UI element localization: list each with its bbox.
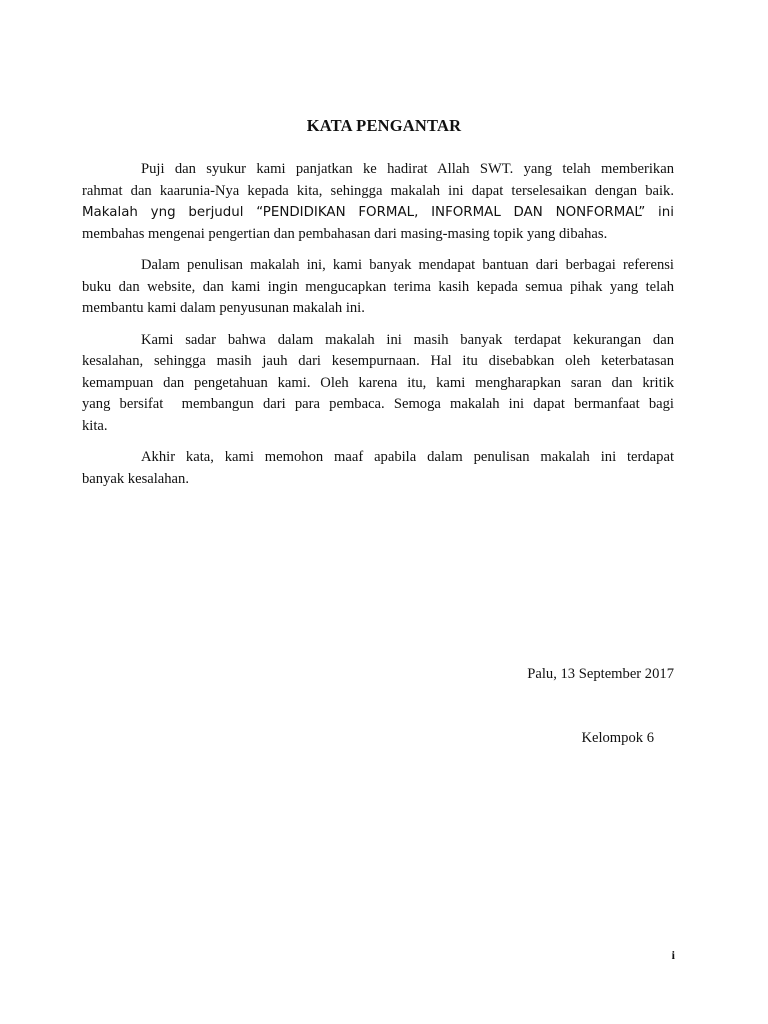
page-number: i: [671, 948, 675, 962]
paragraph-line: Dalam penulisan makalah ini, kami banyak mendapat bantuan dari berbagai referensi: [141, 257, 674, 273]
paragraph-line: Akhir kata, kami memohon maaf apabila dalam penulisan makalah ini terdapat: [141, 449, 674, 465]
paragraph-line: banyak kesalahan.: [82, 470, 189, 487]
paragraph-1: [82, 159, 674, 245]
paragraph-4: [82, 447, 674, 490]
paragraph-line: membantu kami dalam penyusunan makalah ini.: [82, 300, 365, 316]
paragraph-line: Kami sadar bahwa dalam makalah ini masih banyak terdapat kekurangan dan: [141, 331, 674, 348]
paragraph-line: rahmat dan kaarunia-Nya kepada kita, sehingga makalah ini dapat terselesaikan dengan baik.: [82, 182, 674, 199]
paragraph-line: membahas mengenai pengertian dan pembahasan dari masing-masing topik yang dibahas.: [82, 225, 608, 242]
paragraph-line: buku dan website, dan kami ingin mengucapkan terima kasih kepada semua pihak yang telah: [82, 278, 674, 295]
paragraph-line: kita.: [82, 417, 108, 434]
page-title: KATA PENGANTAR: [306, 116, 462, 135]
paragraph-line: kemampuan dan pengetahuan kami. Oleh karena itu, kami mengharapkan saran dan kritik: [82, 374, 674, 391]
paragraph-2: [82, 255, 674, 320]
body-text: [82, 159, 674, 500]
paragraph-3: [82, 330, 674, 438]
paragraph-line: Puji dan syukur kami panjatkan ke hadirat Allah SWT. yang telah memberikan: [141, 161, 674, 177]
paragraph-line: yang bersifat membangun dari para pembaca. Semoga makalah ini dapat bermanfaat bagi: [82, 396, 674, 412]
paragraph-line: kesalahan, sehingga masih jauh dari kesempurnaan. Hal itu disebabkan oleh keterbatasan: [82, 353, 674, 369]
signature: Kelompok 6: [581, 730, 654, 746]
paragraph-line: Makalah yng berjudul “PENDIDIKAN FORMAL, INFORMAL DAN NONFORMAL” ini: [82, 205, 674, 220]
place-date: Palu, 13 September 2017: [527, 666, 674, 682]
